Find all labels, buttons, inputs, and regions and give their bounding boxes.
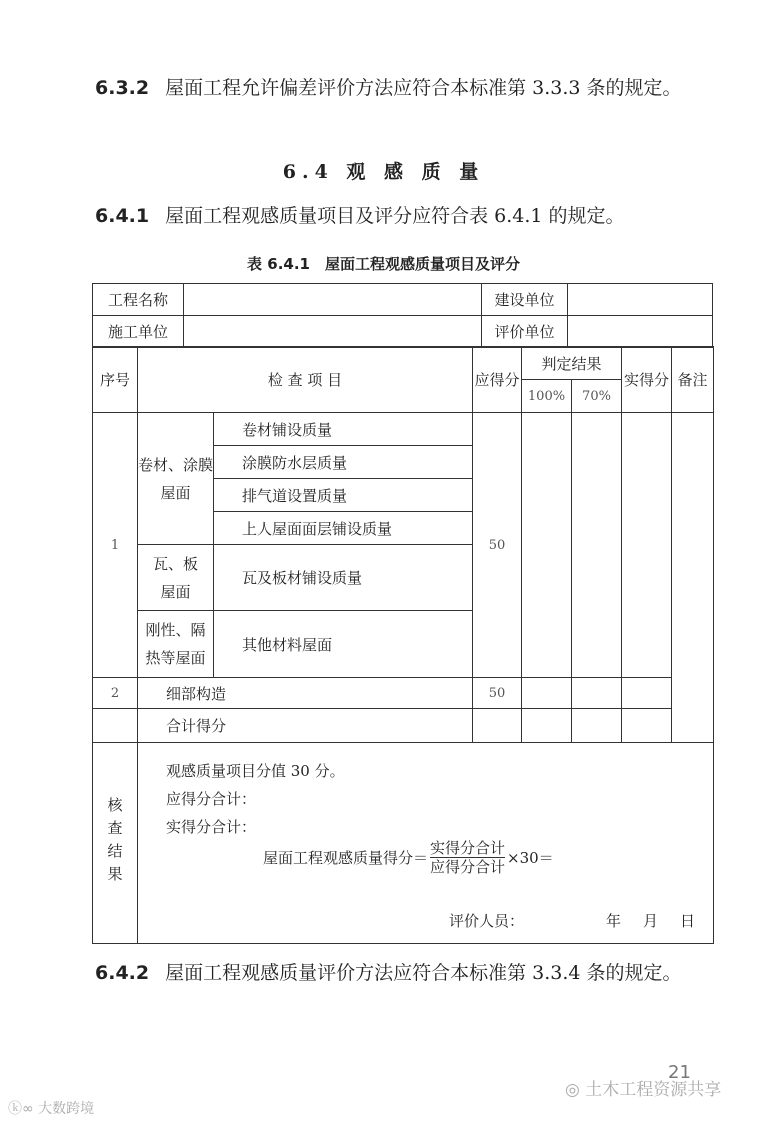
due-cell: 50 (473, 678, 522, 709)
year-label: 年 (605, 912, 621, 930)
label: 施工单位 (93, 316, 184, 348)
denominator: 应得分合计 (430, 858, 506, 876)
group-cell: 刚性、隔热等屋面 (138, 611, 214, 678)
header: 应得分 (473, 347, 522, 413)
value-cell (568, 284, 713, 316)
item-cell: 排气道设置质量 (214, 479, 473, 512)
seq-cell: 2 (93, 678, 138, 709)
header: 100% (522, 380, 572, 413)
score-table (92, 346, 714, 944)
value-cell (184, 316, 482, 348)
fraction (430, 839, 505, 876)
score-formula (263, 839, 554, 876)
clause-6-4-2: 6.4.2 屋面工程观感质量评价方法应符合本标准第 3.3.4 条的规定。 (95, 962, 682, 984)
score-cell (522, 709, 572, 743)
header: 序号 (93, 347, 138, 413)
clause-6-4-1: 6.4.1 屋面工程观感质量项目及评分应符合表 6.4.1 的规定。 (95, 205, 625, 227)
signature-line (437, 907, 695, 935)
signer-label: 评价人员： (448, 912, 524, 930)
month-label: 月 (642, 912, 658, 930)
score-cell (473, 709, 522, 743)
item-cell: 其他材料屋面 (214, 611, 473, 678)
header: 检 查 项 目 (138, 347, 473, 413)
numerator: 实得分合计 (430, 839, 506, 857)
section-heading: 6.4 观 感 质 量 (282, 161, 485, 183)
label: 评价单位 (482, 316, 568, 348)
score-cell (522, 678, 572, 709)
seq-cell (93, 709, 138, 743)
value-cell (184, 284, 482, 316)
label: 建设单位 (482, 284, 568, 316)
due-cell: 50 (473, 413, 522, 678)
label: 工程名称 (93, 284, 184, 316)
watermark-wechat: ◎ 土木工程资源共享 (565, 1080, 722, 1100)
score-cell (572, 413, 622, 678)
group-cell: 瓦、板屋面 (138, 545, 214, 611)
item-cell: 卷材铺设质量 (214, 413, 473, 446)
check-content (138, 743, 714, 944)
formula-text: 屋面工程观感质量得分＝ (263, 848, 429, 867)
note-cell (672, 413, 714, 743)
header: 实得分 (622, 347, 672, 413)
header: 70% (572, 380, 622, 413)
logo-icon: ⓚ∞ (8, 1101, 39, 1117)
item-cell: 细部构造 (138, 678, 473, 709)
score-cell (622, 678, 672, 709)
total-label: 合计得分 (138, 709, 473, 743)
project-info-table (92, 283, 713, 348)
day-label: 日 (680, 912, 696, 930)
check-label: 核查结果 (93, 743, 138, 944)
value-cell (568, 316, 713, 348)
seq-cell: 1 (93, 413, 138, 678)
group-cell: 卷材、涂膜屋面 (138, 413, 214, 545)
check-line: 实得分合计： (166, 818, 257, 836)
item-cell: 瓦及板材铺设质量 (214, 545, 473, 611)
page-number: 21 (668, 1062, 691, 1083)
item-cell: 涂膜防水层质量 (214, 446, 473, 479)
watermark-brand: ⓚ∞ 大数跨境 (8, 1101, 95, 1117)
score-cell (622, 709, 672, 743)
clause-6-3-2: 6.3.2 屋面工程允许偏差评价方法应符合本标准第 3.3.3 条的规定。 (95, 77, 682, 99)
wechat-icon: ◎ (565, 1080, 586, 1100)
table-caption: 表 6.4.1 屋面工程观感质量项目及评分 (247, 255, 520, 273)
score-cell (622, 413, 672, 678)
check-line: 观感质量项目分值 30 分。 (166, 762, 345, 780)
header: 判定结果 (522, 347, 622, 380)
item-cell: 上人屋面面层铺设质量 (214, 512, 473, 545)
score-cell (572, 709, 622, 743)
check-line: 应得分合计： (166, 790, 257, 808)
formula-text: ×30＝ (507, 848, 554, 867)
score-cell (522, 413, 572, 678)
header: 备注 (672, 347, 714, 413)
score-cell (572, 678, 622, 709)
